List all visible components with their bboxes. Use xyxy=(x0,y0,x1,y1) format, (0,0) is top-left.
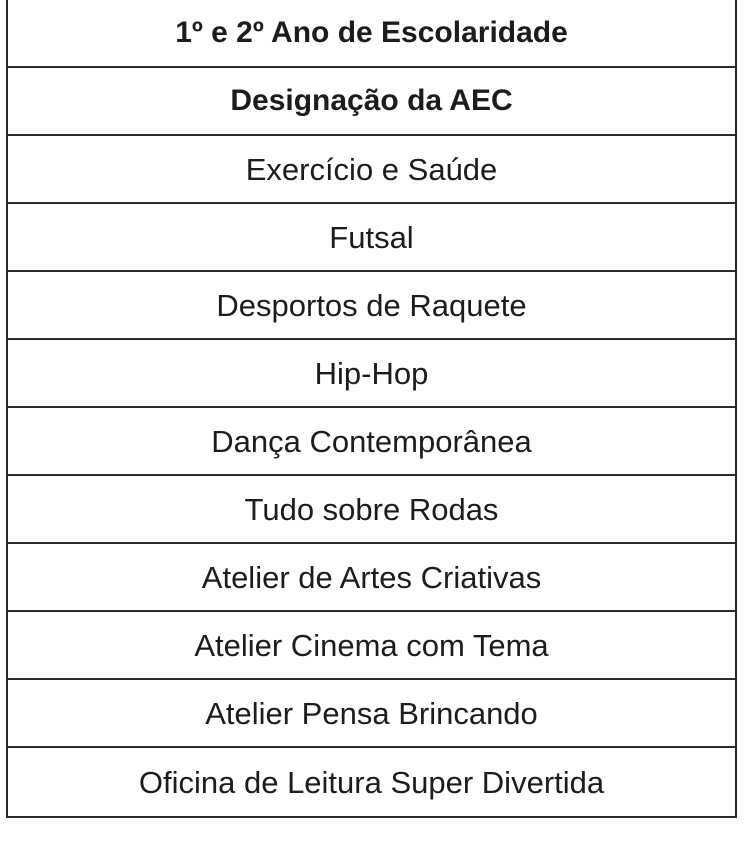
title-row xyxy=(7,0,736,67)
table-row xyxy=(7,747,736,817)
table-row xyxy=(7,339,736,407)
table-cell: Atelier Pensa Brincando xyxy=(7,679,736,747)
table-row xyxy=(7,407,736,475)
header-row xyxy=(7,67,736,135)
table-cell: Atelier Cinema com Tema xyxy=(7,611,736,679)
table-row xyxy=(7,203,736,271)
table-row xyxy=(7,679,736,747)
column-header: Designação da AEC xyxy=(7,67,736,135)
table-cell: Dança Contemporânea xyxy=(7,407,736,475)
table-cell: Oficina de Leitura Super Divertida xyxy=(7,747,736,817)
table-cell: Atelier de Artes Criativas xyxy=(7,543,736,611)
table-cell: Desportos de Raquete xyxy=(7,271,736,339)
table-title: 1º e 2º Ano de Escolaridade xyxy=(7,0,736,67)
table-row xyxy=(7,475,736,543)
table-row xyxy=(7,135,736,203)
table-row xyxy=(7,611,736,679)
table-row xyxy=(7,271,736,339)
aec-table xyxy=(6,0,737,818)
table-row xyxy=(7,543,736,611)
table-cell: Futsal xyxy=(7,203,736,271)
table-cell: Tudo sobre Rodas xyxy=(7,475,736,543)
table-cell: Exercício e Saúde xyxy=(7,135,736,203)
table-cell: Hip-Hop xyxy=(7,339,736,407)
